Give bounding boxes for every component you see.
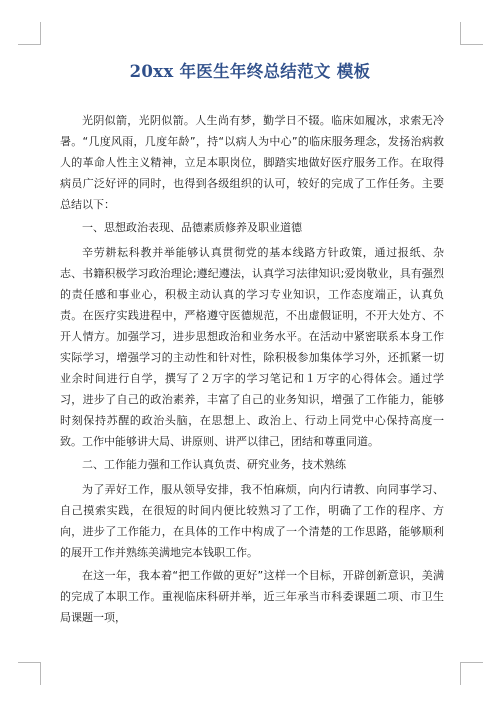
paragraph-intro: 光阴似箭，光阴似箭。人生尚有梦，勤学日不辍。临床如履冰，求索无冷暑。“几度风雨，几度年龄”，持“以病人为中心”的临床服务理念，发扬治病救人的革命人性主义精神，立足本职岗位，脚踏实地做好医疗服务工作。在取得病员广泛好评的同时，也得到各级组织的认可，较好的完成了工作任务。主要总结以下：: [60, 114, 444, 211]
section-heading-2: 二、工作能力强和工作认真负责、研究业务，技术熟练: [82, 458, 346, 471]
paragraph-section-2: 为了弄好工作，服从领导安排，我不怕麻烦，向内行请教、向同事学习、自己摸索实践，在很短的时间内便比较熟习了工作，明确了工作的程序、方向，进步了工作能力，在具体的工作中构成了一个清楚的工作思路，能够顺利的展开工作并熟练美满地完本钱职工作。: [60, 483, 444, 559]
crop-mark-bottom-left: [18, 662, 41, 685]
section-heading-1: 一、思想政治表现、品德素质修养及职业道德: [82, 221, 302, 234]
paragraph-section-2b: 在这一年，我本着“把工作做的更好”这样一个目标，开辟创新意识，美满的完成了本职工作。重视临床科研并举，近三年承当市科委课题二项、市卫生局课题一项，: [60, 569, 444, 624]
paragraph-section-1: 辛劳耕耘科教并举能够认真贯彻党的基本线路方针政策，通过报纸、杂志、书籍积极学习政治理论;遵纪遵法，认真学习法律知识;爱岗敬业，具有强烈的责任感和事业心，积极主动认真的学习专业知识，工作态度端正，认真负责。在医疗实践进程中，严格遵守医德规范，不出虚假证明，不开大处方、不开人情方。加强学习，进步思想政治和业务水平。在活动中紧密联系本身工作实际学习，增强学习的主动性和针对性，除积极参加集体学习外，还抓紧一切业余时间进行自学，撰写了２万字的学习笔记和１万字的心得体会。通过学习，进步了自己的政治素养，丰富了自己的业务知识，增强了工作能力，能够时刻保持苏醒的政治头脑，在思想上、政治上、行动上同党中心保持高度一致。工作中能够讲大局、讲原则、讲严以律己，团结和尊重同道。: [60, 246, 444, 448]
crop-mark-top-left: [18, 22, 41, 45]
document-body: [60, 110, 444, 630]
document-title: 20xx 年医生年终总结范文 模板: [129, 62, 371, 81]
crop-mark-top-right: [460, 22, 483, 45]
crop-mark-bottom-right: [460, 662, 483, 685]
